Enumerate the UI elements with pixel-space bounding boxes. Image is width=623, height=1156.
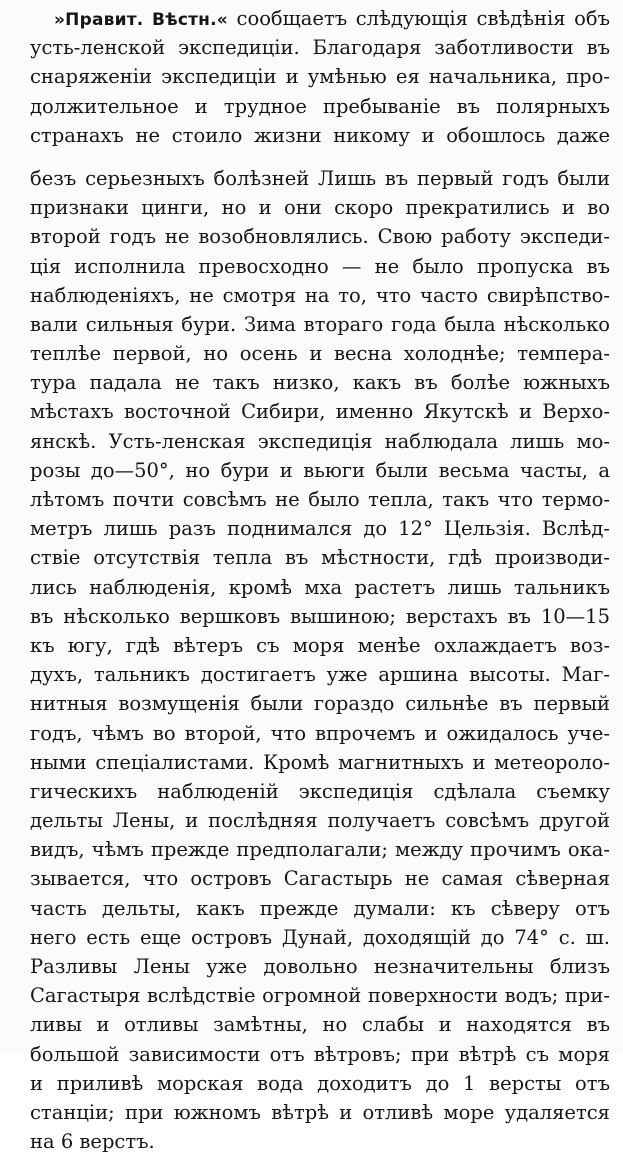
- text-line: въ нѣсколько вершковъ вышиною; верстахъ въ 10—15: [30, 604, 610, 628]
- text-line: безъ серьезныхъ болѣзней Лишь въ первый годъ были: [30, 166, 610, 190]
- text-line: усть-ленской экспедиціи. Благодаря заботливости въ: [30, 36, 610, 60]
- text-line: лись наблюденія, кромѣ мха растетъ лишь тальникъ: [30, 575, 610, 599]
- text-line: зывается, что островъ Сагастырь не самая сѣверная: [30, 867, 610, 891]
- text-line: и приливѣ морская вода доходитъ до 1 версты отъ: [30, 1071, 610, 1095]
- text-line: къ югу, гдѣ вѣтеръ съ моря менѣе охлаждаетъ воз-: [30, 633, 610, 657]
- text-line: [30, 4, 610, 33]
- text-line: наблюденіяхъ, не смотря на то, что часто свирѣпство-: [30, 283, 610, 307]
- text-line: ливы и отливы замѣтны, но слабы и находятся въ: [30, 1013, 610, 1037]
- text-line: признаки цинги, но и они скоро прекратились и во: [30, 196, 610, 220]
- text-line: теплѣе первой, но осень и весна холоднѣе; темпера-: [30, 342, 610, 366]
- text-line: розы до—50°, но бури и вьюги были весьма часты, а: [30, 458, 610, 482]
- text-line: ція исполнила превосходно — не было пропуска въ: [30, 254, 610, 278]
- text-line: станціи; при южномъ вѣтрѣ и отливѣ море удаляется: [30, 1100, 610, 1124]
- text-line: снаряженіи экспедиціи и умѣнью ея начальника, про-: [30, 65, 610, 89]
- text-line: метръ лишь разъ поднимался до 12° Цельзія. Вслѣд-: [30, 517, 610, 541]
- text-line: тура падала не такъ низко, какъ въ болѣе южныхъ: [30, 371, 610, 395]
- text-line: духъ, тальникъ достигаетъ уже аршина высоты. Маг-: [30, 663, 610, 687]
- text-line: дельты Лены, и послѣдняя получаетъ совсѣмъ другой: [30, 809, 610, 833]
- text-line: видъ, чѣмъ прежде предполагали; между прочимъ ока-: [30, 838, 610, 862]
- text-line: второй годъ не возобновлялись. Свою работу экспеди-: [30, 225, 610, 249]
- text-line: ными спеціалистами. Кромѣ магнитныхъ и метеороло-: [30, 750, 610, 774]
- text-line: годъ, чѣмъ во второй, что впрочемъ и ожидалось уче-: [30, 721, 610, 745]
- text-line: Сагастыря вслѣдствіе огромной поверхности водъ; при-: [30, 984, 610, 1008]
- text-line: мѣстахъ восточной Сибири, именно Якутскѣ и Верхо-: [30, 400, 610, 424]
- text-line: ствіе отсутствія тепла въ мѣстности, гдѣ производи-: [30, 546, 610, 570]
- line-text: сообщаетъ слѣдующія свѣдѣнія объ: [227, 7, 610, 30]
- text-line: на 6 верстъ.: [30, 1130, 155, 1154]
- text-line: Разливы Лены уже довольно незначительны близъ: [30, 955, 610, 978]
- text-line: янскѣ. Усть-ленская экспедиція наблюдала лишь мо-: [30, 429, 610, 453]
- text-line: нитныя возмущенія были гораздо сильнѣе въ первый: [30, 692, 610, 716]
- text-line: странахъ не стоило жизни никому и обошлось даже: [30, 123, 610, 147]
- text-line: лѣтомъ почти совсѣмъ не было тепла, такъ что термо-: [30, 488, 610, 511]
- text-line: вали сильныя бури. Зима втораго года была нѣсколько: [30, 312, 610, 336]
- text-line: большой зависимости отъ вѣтровъ; при вѣтрѣ съ моря: [30, 1042, 610, 1066]
- text-line: гическихъ наблюденій экспедиція сдѣлала съемку: [30, 779, 610, 803]
- text-line: должительное и трудное пребываніе въ полярныхъ: [30, 94, 610, 118]
- text-line: него есть еще островъ Дунай, доходящій до 74° с. ш.: [30, 925, 610, 949]
- text-line: часть дельты, какъ прежде думали: къ сѣверу отъ: [30, 896, 610, 920]
- source-name: »Правит. Вѣстн.«: [54, 10, 228, 30]
- article-text: [30, 4, 610, 1156]
